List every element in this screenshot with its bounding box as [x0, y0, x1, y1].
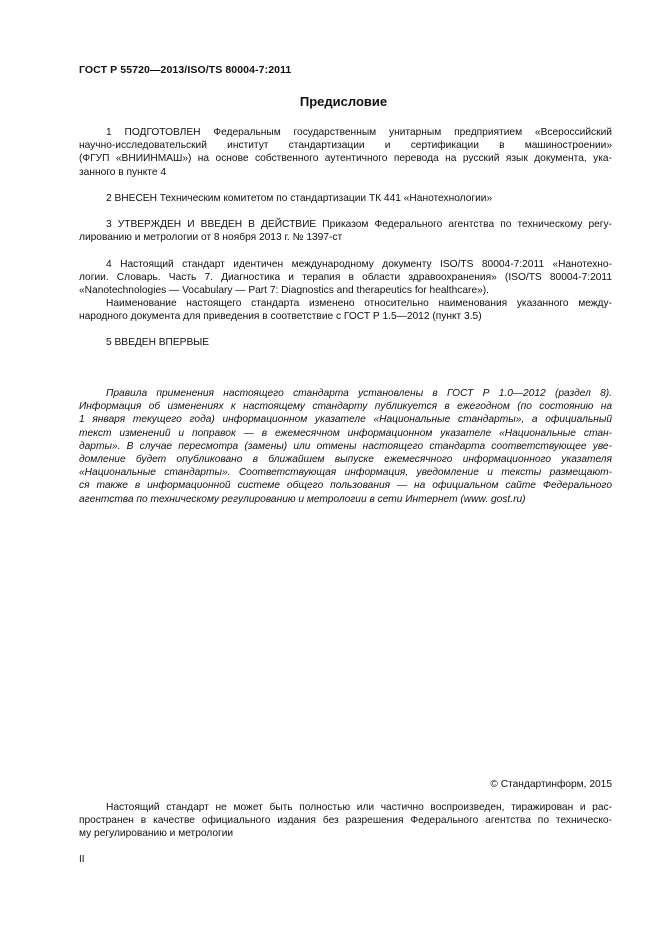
page-number: II — [79, 854, 85, 865]
text-line: лированию и метрологии от 8 ноября 2013 г. № 1397-ст — [79, 232, 343, 244]
section-title: Предисловие — [299, 94, 388, 109]
foreword-item-prepared — [79, 126, 612, 179]
text-line: агентства по техническому регулированию и метрологии в сети Интернет (www. gost.ru) — [79, 493, 526, 505]
text-line: Информация об изменениях к настоящему стандарту публикуется в ежегодном (по состоянию на — [79, 401, 612, 413]
foreword-item-identical — [79, 258, 612, 298]
text-line: Настоящий стандарт не может быть полностью или частично воспроизведен, тиражирован и рас- — [106, 802, 612, 813]
text-line: научно-исследовательский институт стандартизации и сертификации в машиностроении» — [79, 140, 612, 152]
text-line: 5 ВВЕДЕН ВПЕРВЫЕ — [106, 337, 210, 348]
foreword-item-name-change — [79, 297, 612, 323]
foreword-item-introduced — [79, 192, 612, 205]
text-line: дарты». В случае пересмотра (замены) или отмены настоящего стандарта соответствующее уве- — [79, 440, 612, 452]
text-line: занного в пункте 4 — [79, 166, 167, 178]
text-line: домление будет опубликовано в ближайшем выпуске ежемесячного информационного указателя — [79, 454, 612, 466]
text-line: 1 ПОДГОТОВЛЕН Федеральным государственным унитарным предприятием «Всероссийский — [106, 127, 612, 138]
reproduction-restriction — [79, 801, 612, 841]
text-line: 1 января текущего года) информационном указателе «Национальные стандарты», а официальный — [79, 414, 612, 426]
text-line: пространен в качестве официального издания без разрешения Федерального агентства по техническо- — [79, 815, 612, 827]
text-line: логии. Словарь. Часть 7. Диагностика и терапия в области здравоохранения» (ISO/TS 80004-7:2011 — [79, 272, 612, 284]
copyright-notice: © Стандартинформ, 2015 — [490, 779, 612, 790]
text-line: «Национальные стандарты». Соответствующая информация, уведомление и тексты размещают- — [79, 467, 612, 479]
text-line: текст изменений и поправок — в ежемесячном информационном указателе «Национальные стан- — [79, 427, 612, 439]
text-line: му регулированию и метрологии — [79, 828, 234, 840]
text-line: Наименование настоящего стандарта изменено относительно наименования указанного между- — [106, 298, 612, 309]
text-line: 2 ВНЕСЕН Техническим комитетом по стандартизации ТК 441 «Нанотехнологии» — [106, 193, 493, 204]
text-line: (ФГУП «ВНИИНМАШ») на основе собственного аутентичного перевода на русский язык документа, ука- — [79, 153, 612, 165]
document-code-header: ГОСТ Р 55720—2013/ISO/TS 80004-7:2011 — [79, 64, 292, 76]
text-line: ся также в информационной системе общего пользования — на официальном сайте Федерального — [79, 480, 612, 492]
text-line: 4 Настоящий стандарт идентичен международному документу ISO/TS 80004-7:2011 «Нанотехно- — [106, 259, 612, 270]
foreword-item-approved — [79, 218, 612, 244]
text-line: народного документа для приведения в соответствие с ГОСТ Р 1.5—2012 (пункт 3.5) — [79, 311, 482, 323]
text-line: Правила применения настоящего стандарта установлены в ГОСТ Р 1.0—2012 (раздел 8). — [106, 388, 612, 399]
text-line: 3 УТВЕРЖДЕН И ВВЕДЕН В ДЕЙСТВИЕ Приказом Федерального агентства по техническому регу- — [106, 219, 612, 230]
text-line: «Nanotechnologies — Vocabulary — Part 7: Diagnostics and therapeutics for healthcare»). — [79, 285, 489, 297]
foreword-item-first-introduced — [79, 336, 612, 349]
application-rules-notice — [79, 387, 612, 506]
